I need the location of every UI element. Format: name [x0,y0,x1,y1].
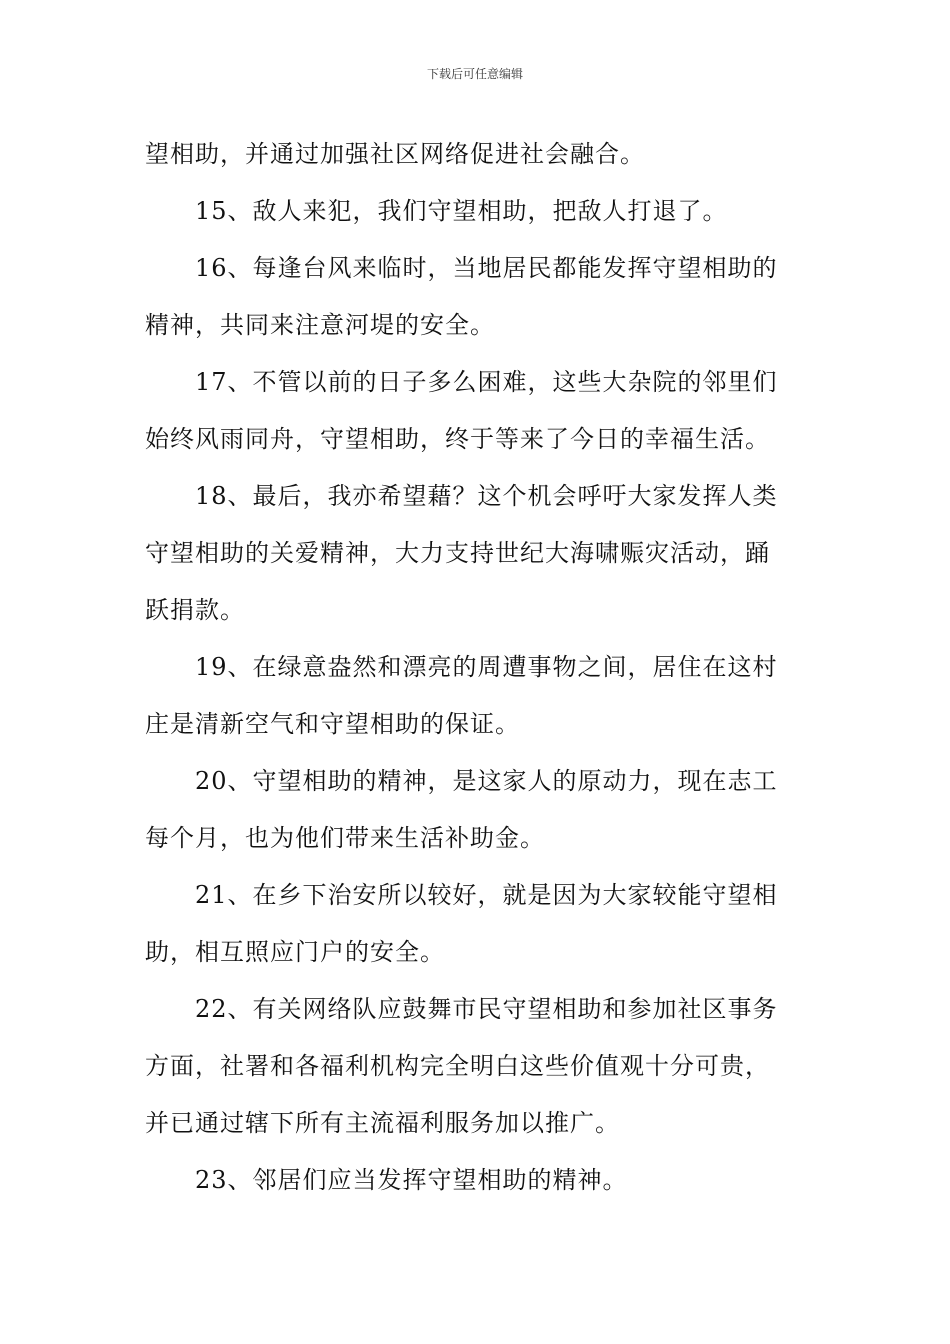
text-line: 22、有关网络队应鼓舞市民守望相助和参加社区事务 [195,995,778,1023]
text-line: 15、敌人来犯，我们守望相助，把敌人打退了。 [195,197,728,225]
text-line: 23、邻居们应当发挥守望相助的精神。 [195,1166,628,1194]
page-header: 下载后可任意编辑 [426,67,523,81]
text-line: 精神，共同来注意河堤的安全。 [145,311,495,339]
text-line: 助，相互照应门户的安全。 [145,938,445,966]
text-line: 每个月，也为他们带来生活补助金。 [145,824,545,852]
text-line: 庄是清新空气和守望相助的保证。 [145,710,520,738]
text-line: 18、最后，我亦希望藉？这个机会呼吁大家发挥人类 [195,482,778,510]
text-line: 并已通过辖下所有主流福利服务加以推广。 [145,1109,620,1137]
text-line: 始终风雨同舟，守望相助，终于等来了今日的幸福生活。 [145,425,770,453]
text-line: 19、在绿意盎然和漂亮的周遭事物之间，居住在这村 [195,653,778,681]
text-line: 16、每逢台风来临时，当地居民都能发挥守望相助的 [195,254,778,282]
text-line: 21、在乡下治安所以较好，就是因为大家较能守望相 [195,881,778,909]
text-line: 守望相助的关爱精神，大力支持世纪大海啸赈灾活动，踊 [145,539,770,567]
document-body [145,126,805,1209]
text-line: 望相助，并通过加强社区网络促进社会融合。 [145,140,645,168]
text-line: 17、不管以前的日子多么困难，这些大杂院的邻里们 [195,368,778,396]
text-line: 跃捐款。 [145,596,245,624]
text-line: 20、守望相助的精神，是这家人的原动力，现在志工 [195,767,778,795]
text-line: 方面，社署和各福利机构完全明白这些价值观十分可贵， [145,1052,770,1080]
